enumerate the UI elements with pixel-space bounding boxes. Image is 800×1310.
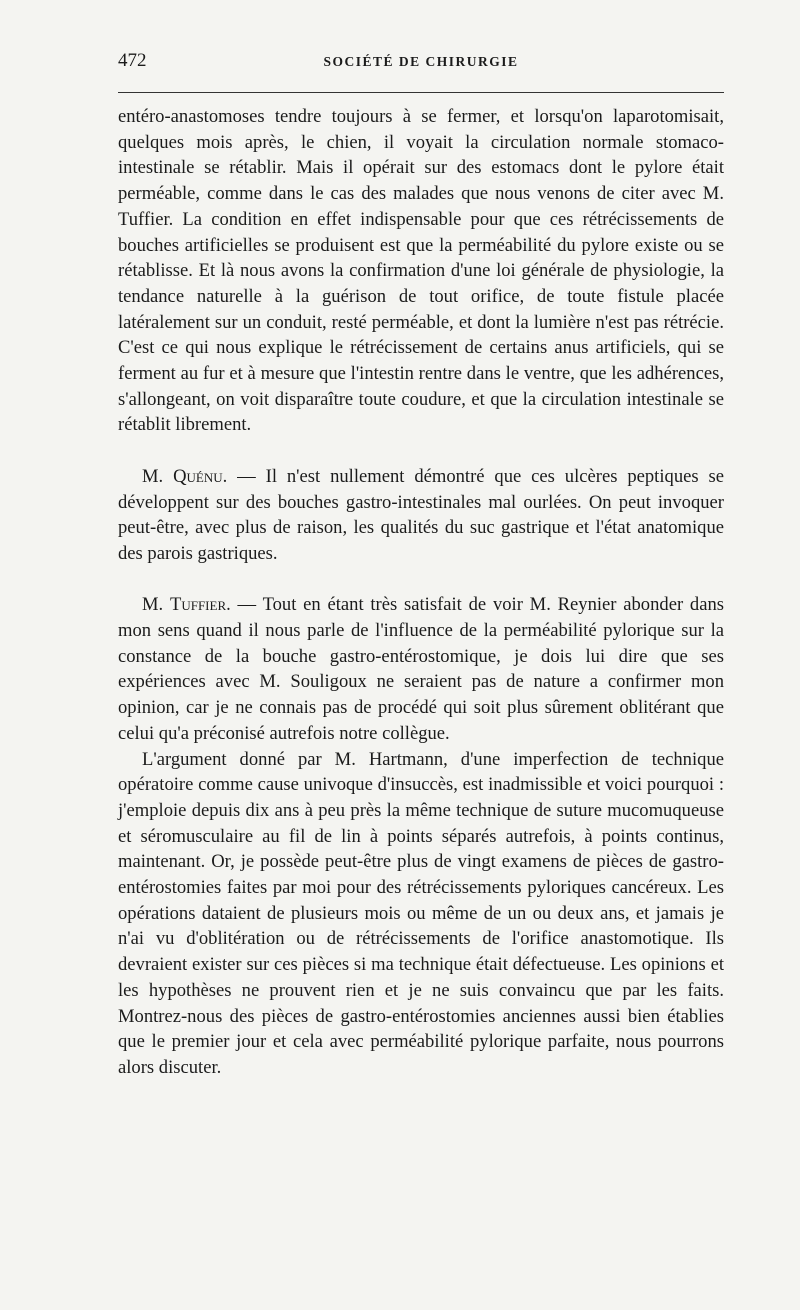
speaker-tuffier: Tuffier.	[169, 594, 231, 616]
body-text	[118, 104, 724, 1081]
page-number: 472	[118, 50, 147, 71]
paragraph-gap	[118, 438, 724, 464]
paragraph-quenu-text: — Il n'est nullement démontré que ces ulcères peptiques se développent sur des bouches gastro-intestinales mal ourlées. On peut invoquer peut-être, avec plus de raison, les qualités du suc gastrique et l'état anatomique des parois gastriques.	[118, 465, 724, 564]
paragraph-gap	[118, 567, 724, 593]
paragraph-reynier-continuation: entéro-anastomoses tendre toujours à se fermer, et lorsqu'on laparotomisait, quelques mois après, le chien, il voyait la circulation normale stomaco-intestinale se rétablir. Mais il opérait sur des estomacs dont le pylore était perméable, comme dans le cas des malades que nous venons de citer avec M. Tuffier. La condition en effet indispensable pour que ces rétrécissements de bouches artificielles se produisent est que la perméabilité du pylore existe ou se rétablisse. Et là nous avons la confirmation d'une loi générale de physiologie, la tendance naturelle à la guérison de tout orifice, de toute fistule placée latéralement sur un conduit, resté perméable, et dont la lumière n'est pas rétrécie. C'est ce qui nous explique le rétrécissement de certains anus artificiels, qui se ferment au fur et à mesure que l'intestin rentre dans le ventre, que les adhérences, s'allongeant, on voit disparaître toute coudure, et que la circulation intestinale se rétablit librement.	[118, 106, 724, 436]
page-header	[118, 50, 724, 76]
running-title: SOCIÉTÉ DE CHIRURGIE	[323, 54, 519, 69]
paragraph-tuffier	[118, 592, 724, 746]
paragraph-tuffier-text: — Tout en étant très satisfait de voir M. Reynier abonder dans mon sens quand il nous parle de l'influence de la perméabilité pylorique sur la constance de la bouche gastro-entérostomique, je dois lui dire que ses expériences avec M. Souligoux ne seraient pas de nature a confirmer mon opinion, car je ne connais pas de procédé qui soit plus sûrement oblitérant que celui qu'a préconisé autrefois notre collègue.	[118, 594, 724, 744]
speaker-prefix: M.	[142, 465, 164, 487]
paragraph-tuffier-argument: L'argument donné par M. Hartmann, d'une imperfection de technique opératoire comme cause univoque d'insuccès, est inadmissible et voici pourquoi : j'emploie depuis dix ans à peu près la même technique de suture mucomuqueuse et séromusculaire au fil de lin à points séparés autrefois, à points continus, maintenant. Or, je possède peut-être plus de vingt examens de pièces de gastro-entérostomies faites par moi pour des rétrécissements pyloriques cancéreux. Les opérations dataient de plusieurs mois ou même de un ou deux ans, et jamais je n'ai vu d'oblitération ou de rétrécissements de l'orifice anastomotique. Ils devraient exister sur ces pièces si ma technique était défectueuse. Les opinions et les hypothèses ne prouvent rien et je ne suis convaincu que par les faits. Montrez-nous des pièces de gastro-entérostomies anciennes aussi bien établies que le premier jour et cela avec perméabilité pylorique parfaite, nous pourrons alors discuter.	[118, 748, 724, 1078]
paragraph-quenu	[118, 464, 724, 567]
speaker-quenu: Quénu.	[173, 465, 228, 487]
header-rule	[118, 92, 724, 93]
speaker-prefix: M.	[142, 594, 164, 616]
